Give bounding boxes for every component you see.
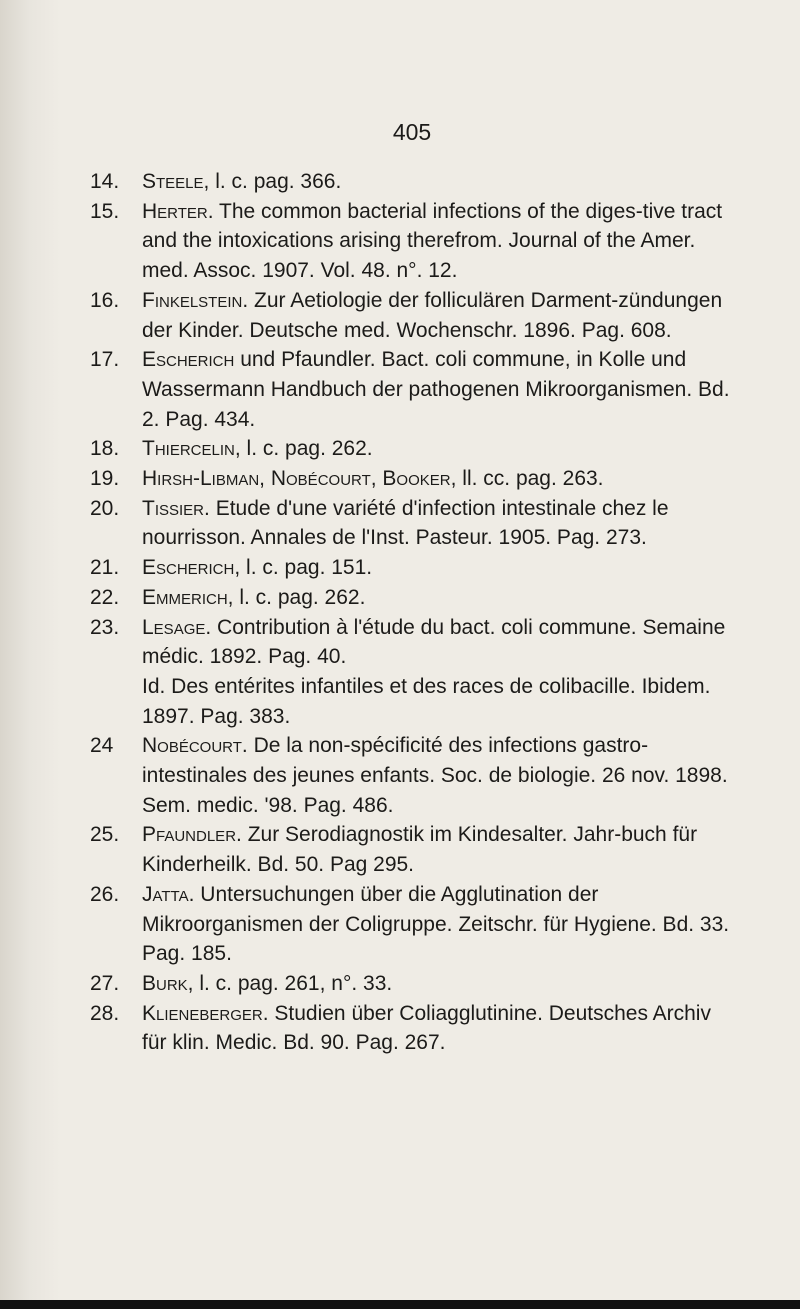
reference-author: Tissier. [142,496,210,520]
reference-number: 15. [90,199,120,223]
reference-item [90,197,740,286]
reference-author: Nobécourt. [142,734,248,758]
reference-item [90,553,740,583]
reference-number: 19. [90,467,120,491]
reference-item [90,464,740,494]
reference-item [90,167,740,197]
reference-number: 18. [90,437,120,461]
reference-item [90,672,740,731]
scan-shadow [0,0,60,1309]
reference-author: Escherich [142,348,235,372]
reference-text: Untersuchungen über die Agglutination der Mikroorganismen der Coligruppe. Zeitschr. für Hygiene. Bd. 33. Pag. 185. [142,882,730,966]
reference-author: Emmerich, [142,585,234,609]
reference-author: Thiercelin, [142,437,241,461]
reference-number: 17. [90,348,120,372]
reference-text: ll. cc. pag. 263. [456,467,604,491]
reference-author: Pfaundler. [142,823,242,847]
reference-item [90,286,740,345]
reference-item [90,969,740,999]
reference-number: 16. [90,288,120,312]
reference-number: 20. [90,496,120,520]
reference-item [90,880,740,969]
reference-author: Steele, [142,170,210,193]
reference-author: Burk, [142,971,194,995]
reference-item [90,345,740,434]
reference-author: Finkelstein. [142,288,249,312]
reference-text: Studien über Coliagglutinine. Deutsches Archiv für klin. Medic. Bd. 90. Pag. 267. [142,1001,711,1055]
reference-author: Klieneberger. [142,1001,269,1025]
reference-author: Jatta. [142,882,195,906]
page-number: 405 [392,119,432,145]
reference-text: Contribution à l'étude du bact. coli commune. Semaine médic. 1892. Pag. 40. [142,615,726,669]
reference-text: l. c. pag. 151. [240,556,373,580]
reference-number: 24 [90,734,114,758]
reference-text: l. c. pag. 261, n°. 33. [193,971,393,995]
reference-text: Id. Des entérites infantiles et des races de colibacille. Ibidem. 1897. Pag. 383. [142,674,711,728]
reference-list [90,167,740,1058]
reference-number: 23. [90,615,120,639]
reference-item [90,434,740,464]
reference-number: 25. [90,823,120,847]
reference-author: Lesage. [142,615,212,639]
reference-number: 26. [90,882,120,906]
reference-author: Escherich, [142,556,241,580]
reference-text: l. c. pag. 262. [240,437,373,461]
reference-item [90,494,740,553]
reference-text: l. c. pag. 366. [209,170,342,193]
reference-item [90,820,740,879]
reference-text: und Pfaundler. Bact. coli commune, in Kolle und Wassermann Handbuch der pathogenen Mikroorganismen. Bd. 2. Pag. 434. [142,348,730,431]
reference-number: 27. [90,971,120,995]
reference-text: Etude d'une variété d'infection intestinale chez le nourrisson. Annales de l'Inst. Pasteur. 1905. Pag. 273. [142,496,669,550]
reference-number: 28. [90,1001,120,1025]
reference-number: 21. [90,556,120,580]
reference-text: De la non-spécificité des infections gastro-intestinales des jeunes enfants. Soc. de biologie. 26 nov. 1898. Sem. medic. '98. Pag. 486. [142,734,728,817]
bottom-rule [0,1300,800,1309]
reference-text: Zur Aetiologie der folliculären Darment-zündungen der Kinder. Deutsche med. Wochenschr. 1896. Pag. 608. [142,288,723,342]
reference-number: 22. [90,585,120,609]
reference-author: Herter. [142,199,214,223]
reference-number: 14. [90,170,120,193]
reference-text: Zur Serodiagnostik im Kindesalter. Jahr-buch für Kinderheilk. Bd. 50. Pag 295. [142,823,698,877]
reference-item [90,613,740,672]
reference-author: Hirsh-Libman, Nobécourt, Booker, [142,467,457,491]
reference-item [90,583,740,613]
reference-item [90,999,740,1058]
reference-item [90,731,740,820]
reference-text: l. c. pag. 262. [233,585,366,609]
reference-text: The common bacterial infections of the diges-tive tract and the intoxications arising therefrom. Journal of the Amer. med. Assoc. 1907. Vol. 48. n°. 12. [142,199,723,283]
